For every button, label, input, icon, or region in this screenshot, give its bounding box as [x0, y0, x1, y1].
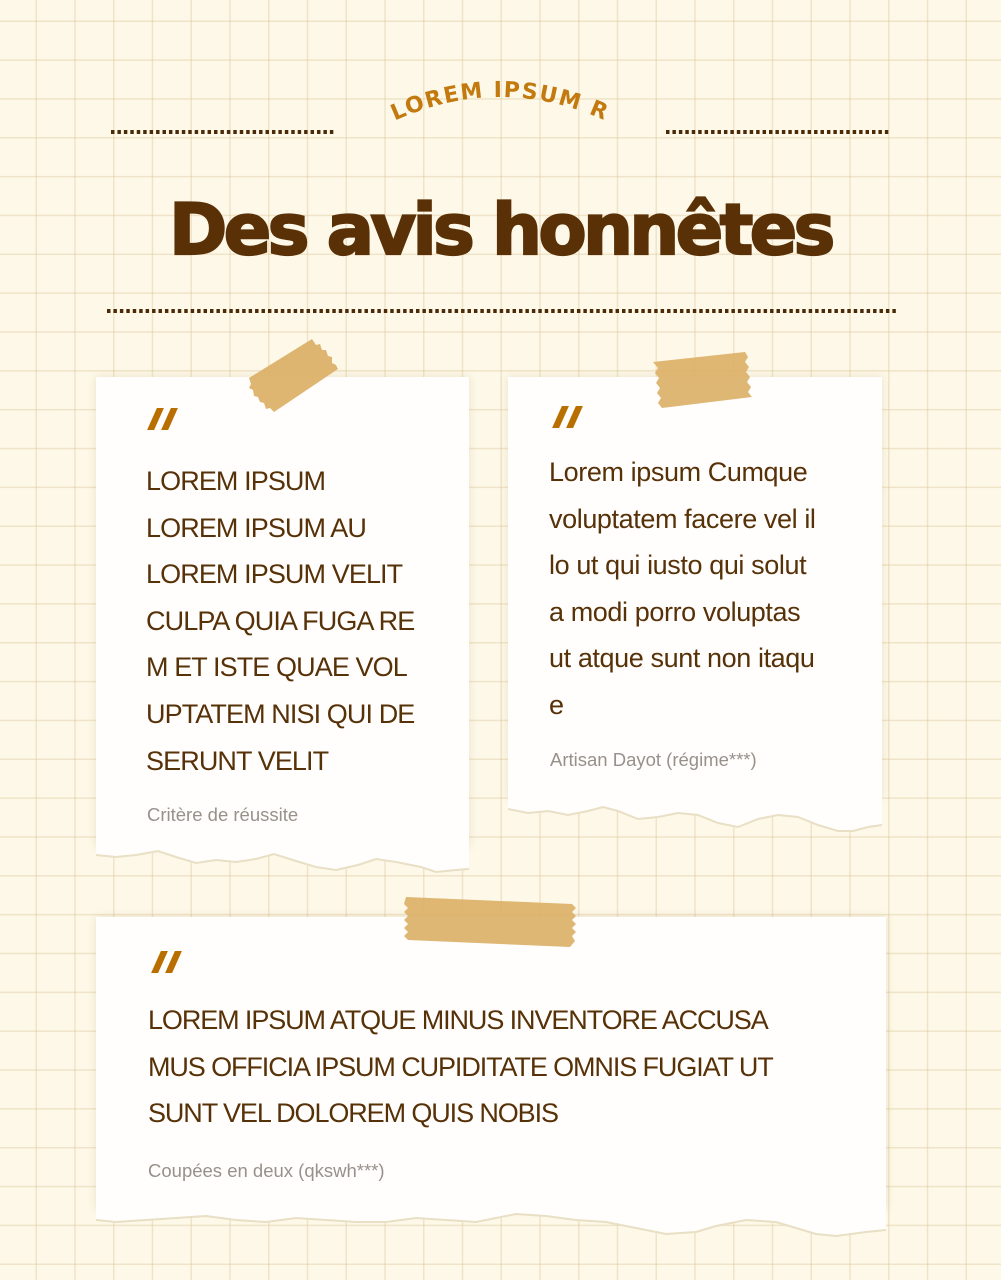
- quote-mark-icon: [150, 951, 180, 975]
- svg-text:LOREM IPSUM R: [387, 78, 612, 126]
- quote-mark-icon: [146, 408, 176, 432]
- torn-edge: [508, 787, 882, 835]
- divider-top-left: [111, 130, 334, 134]
- review-line: ut atque sunt non itaqu: [549, 643, 815, 674]
- review-line: SERUNT VELIT: [146, 745, 329, 776]
- review-author: Critère de réussite: [147, 804, 299, 825]
- review-text: [549, 449, 816, 729]
- review-line: lo ut qui iusto qui solut: [549, 550, 807, 581]
- review-line: MUS OFFICIA IPSUM CUPIDITATE OMNIS FUGIAT UT: [148, 1051, 773, 1082]
- review-line: LOREM IPSUM: [146, 466, 326, 496]
- review-line: SUNT VEL DOLOREM QUIS NOBIS: [148, 1098, 558, 1129]
- quote-mark-icon: [551, 406, 581, 430]
- divider-bottom: [107, 309, 896, 313]
- review-text: [148, 997, 773, 1137]
- review-author: Artisan Dayot (régime***): [550, 749, 757, 770]
- review-line: CULPA QUIA FUGA RE: [146, 605, 415, 636]
- review-line: a modi porro voluptas: [549, 596, 801, 627]
- review-line: voluptatem facere vel il: [549, 503, 816, 534]
- review-line: UPTATEM NISI QUI DE: [146, 698, 415, 729]
- review-line: Lorem ipsum Cumque: [549, 457, 808, 487]
- review-card-2: [508, 377, 882, 797]
- review-author: Coupées en deux (qkswh***): [148, 1160, 385, 1181]
- eyebrow-label: LOREM IPSUM R: [387, 77, 613, 127]
- review-text: [146, 458, 414, 784]
- tape-decoration: [650, 350, 756, 412]
- tape-decoration: [400, 894, 580, 952]
- review-line: LOREM IPSUM AU: [146, 512, 366, 543]
- review-line: LOREM IPSUM ATQUE MINUS INVENTORE ACCUSA: [148, 1005, 768, 1035]
- eyebrow-arc-text: [350, 70, 650, 150]
- review-line: e: [549, 689, 564, 720]
- page-title: Des avis honnêtes: [169, 189, 832, 271]
- review-line: LOREM IPSUM VELIT: [146, 559, 403, 590]
- tape-decoration: [244, 335, 344, 425]
- divider-top-right: [666, 130, 890, 134]
- review-line: M ET ISTE QUAE VOL: [146, 652, 407, 683]
- review-card-1: [96, 377, 469, 847]
- torn-edge: [96, 1202, 886, 1242]
- review-card-3: [96, 917, 886, 1209]
- torn-edge: [96, 837, 469, 883]
